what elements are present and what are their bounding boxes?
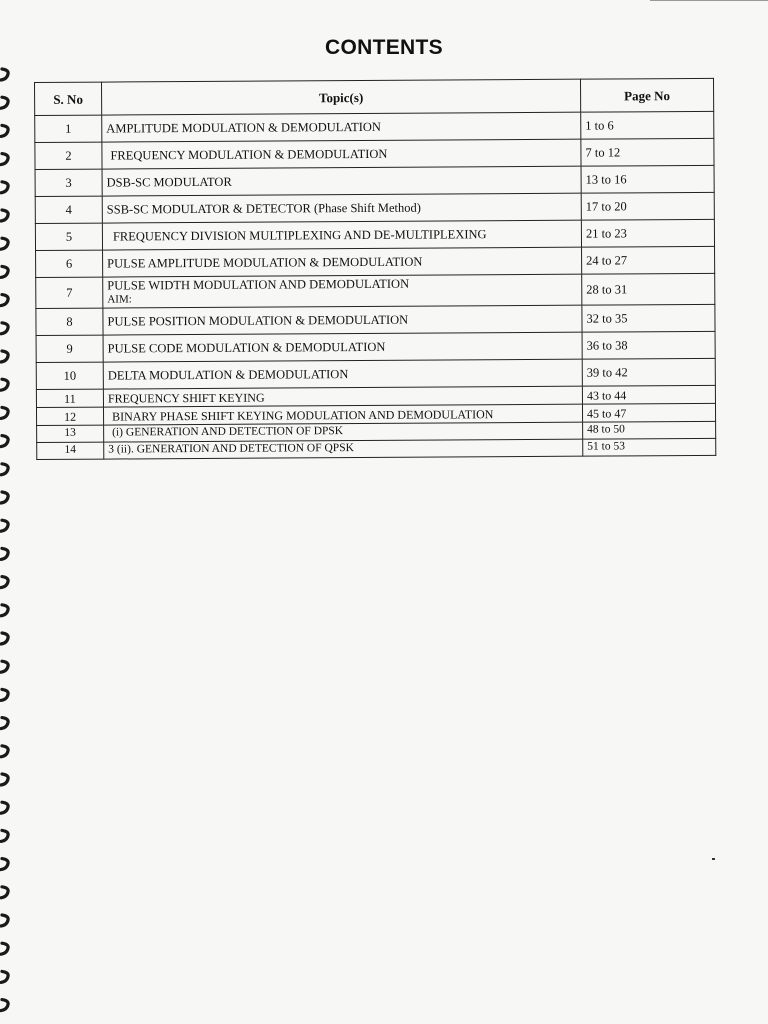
- row-sno: 8: [36, 308, 103, 335]
- table-row: [35, 111, 714, 142]
- row-page: 32 to 35: [582, 304, 715, 332]
- table-row: [36, 304, 715, 335]
- row-topic: PULSE POSITION MODULATION & DEMODULATION: [103, 305, 582, 335]
- row-sno: 13: [37, 425, 104, 442]
- row-sno: 2: [35, 142, 102, 169]
- row-topic: AMPLITUDE MODULATION & DEMODULATION: [102, 112, 581, 142]
- spiral-binding-icon: [0, 64, 18, 1024]
- spiral-coil: [1, 633, 8, 644]
- spiral-coil: [1, 746, 8, 757]
- row-sno: 9: [36, 335, 103, 362]
- spiral-coil: [1, 125, 8, 136]
- row-topic-note: AIM:: [107, 293, 132, 306]
- table-row: [36, 358, 715, 389]
- table-header-row: [35, 78, 714, 115]
- row-page: 43 to 44: [582, 385, 715, 404]
- paper-speck: [712, 858, 715, 860]
- row-page: 48 to 50: [583, 421, 716, 439]
- table-row: [35, 138, 714, 169]
- row-page: 28 to 31: [582, 273, 715, 305]
- spiral-coil: [1, 943, 8, 954]
- header-topic: Topic(s): [102, 79, 581, 115]
- row-topic: BINARY PHASE SHIFT KEYING MODULATION AND DEMODULATION: [103, 404, 582, 425]
- spiral-coil: [1, 520, 8, 531]
- spiral-coil: [1, 323, 8, 334]
- header-page-no: Page No: [580, 78, 713, 112]
- spiral-coil: [1, 915, 8, 926]
- row-topic: DELTA MODULATION & DEMODULATION: [103, 359, 582, 389]
- row-sno: 10: [36, 362, 103, 389]
- spiral-coil: [1, 295, 8, 306]
- table-row: [36, 246, 715, 277]
- row-sno: 6: [36, 250, 103, 277]
- spiral-coil: [1, 97, 8, 108]
- spiral-coil: [1, 69, 8, 80]
- spiral-coil: [1, 182, 8, 193]
- row-sno: 14: [37, 442, 104, 459]
- spiral-coil: [1, 661, 8, 672]
- contents-table: [34, 78, 716, 460]
- row-page: 45 to 47: [582, 403, 715, 422]
- row-topic: (i) GENERATION AND DETECTION OF DPSK: [104, 422, 583, 442]
- row-page: 39 to 42: [582, 358, 715, 386]
- contents-table-container: [34, 78, 716, 460]
- row-topic: PULSE AMPLITUDE MODULATION & DEMODULATION: [103, 247, 582, 277]
- table-row: [36, 273, 715, 308]
- table-row: [35, 192, 714, 223]
- row-page: 24 to 27: [582, 246, 715, 274]
- row-topic: FREQUENCY SHIFT KEYING: [103, 386, 582, 407]
- spiral-coil: [1, 718, 8, 729]
- row-topic: 3 (ii). GENERATION AND DETECTION OF QPSK: [104, 439, 583, 459]
- row-page: 7 to 12: [581, 138, 714, 166]
- spiral-coil: [1, 238, 8, 249]
- row-page: 1 to 6: [581, 111, 714, 139]
- row-page: 51 to 53: [583, 438, 716, 456]
- contents-table-body: [35, 111, 716, 459]
- spiral-coil: [1, 1000, 8, 1011]
- spiral-coil: [1, 436, 8, 447]
- table-row: [37, 438, 716, 459]
- row-topic: FREQUENCY DIVISION MULTIPLEXING AND DE-MULTIPLEXING: [102, 220, 581, 250]
- spiral-coil: [1, 577, 8, 588]
- spiral-coil: [1, 689, 8, 700]
- row-sno: 7: [36, 277, 103, 308]
- spiral-coil: [1, 887, 8, 898]
- row-sno: 5: [35, 223, 102, 250]
- spiral-coil: [1, 266, 8, 277]
- row-sno: 11: [36, 389, 103, 407]
- row-sno: 4: [35, 196, 102, 223]
- row-page: 21 to 23: [581, 219, 714, 247]
- spiral-coil: [1, 379, 8, 390]
- spiral-coil: [1, 971, 8, 982]
- table-row: [35, 219, 714, 250]
- row-topic: SSB-SC MODULATOR & DETECTOR (Phase Shift Method): [102, 193, 581, 223]
- header-sno: S. No: [35, 82, 102, 115]
- spiral-coil: [1, 859, 8, 870]
- spiral-coil: [1, 492, 8, 503]
- row-page: 17 to 20: [581, 192, 714, 220]
- row-topic: FREQUENCY MODULATION & DEMODULATION: [102, 139, 581, 169]
- spiral-coil: [1, 351, 8, 362]
- spiral-coil: [1, 210, 8, 221]
- row-topic: [103, 274, 582, 308]
- table-row: [36, 331, 715, 362]
- spiral-coil: [1, 605, 8, 616]
- spiral-coil: [1, 407, 8, 418]
- spiral-coil: [1, 154, 8, 165]
- row-sno: 1: [35, 115, 102, 142]
- row-topic-text: PULSE WIDTH MODULATION AND DEMODULATION: [107, 276, 410, 293]
- row-topic: DSB-SC MODULATOR: [102, 166, 581, 196]
- table-row: [35, 165, 714, 196]
- row-page: 13 to 16: [581, 165, 714, 193]
- page-edge-line: [650, 0, 768, 1]
- spiral-coil: [1, 774, 8, 785]
- spiral-coil: [1, 802, 8, 813]
- page-title: CONTENTS: [325, 36, 443, 59]
- row-sno: 12: [36, 407, 103, 425]
- row-page: 36 to 38: [582, 331, 715, 359]
- spiral-coil: [1, 548, 8, 559]
- row-sno: 3: [35, 169, 102, 196]
- spiral-coil: [1, 830, 8, 841]
- spiral-coil: [1, 464, 8, 475]
- row-topic: PULSE CODE MODULATION & DEMODULATION: [103, 332, 582, 362]
